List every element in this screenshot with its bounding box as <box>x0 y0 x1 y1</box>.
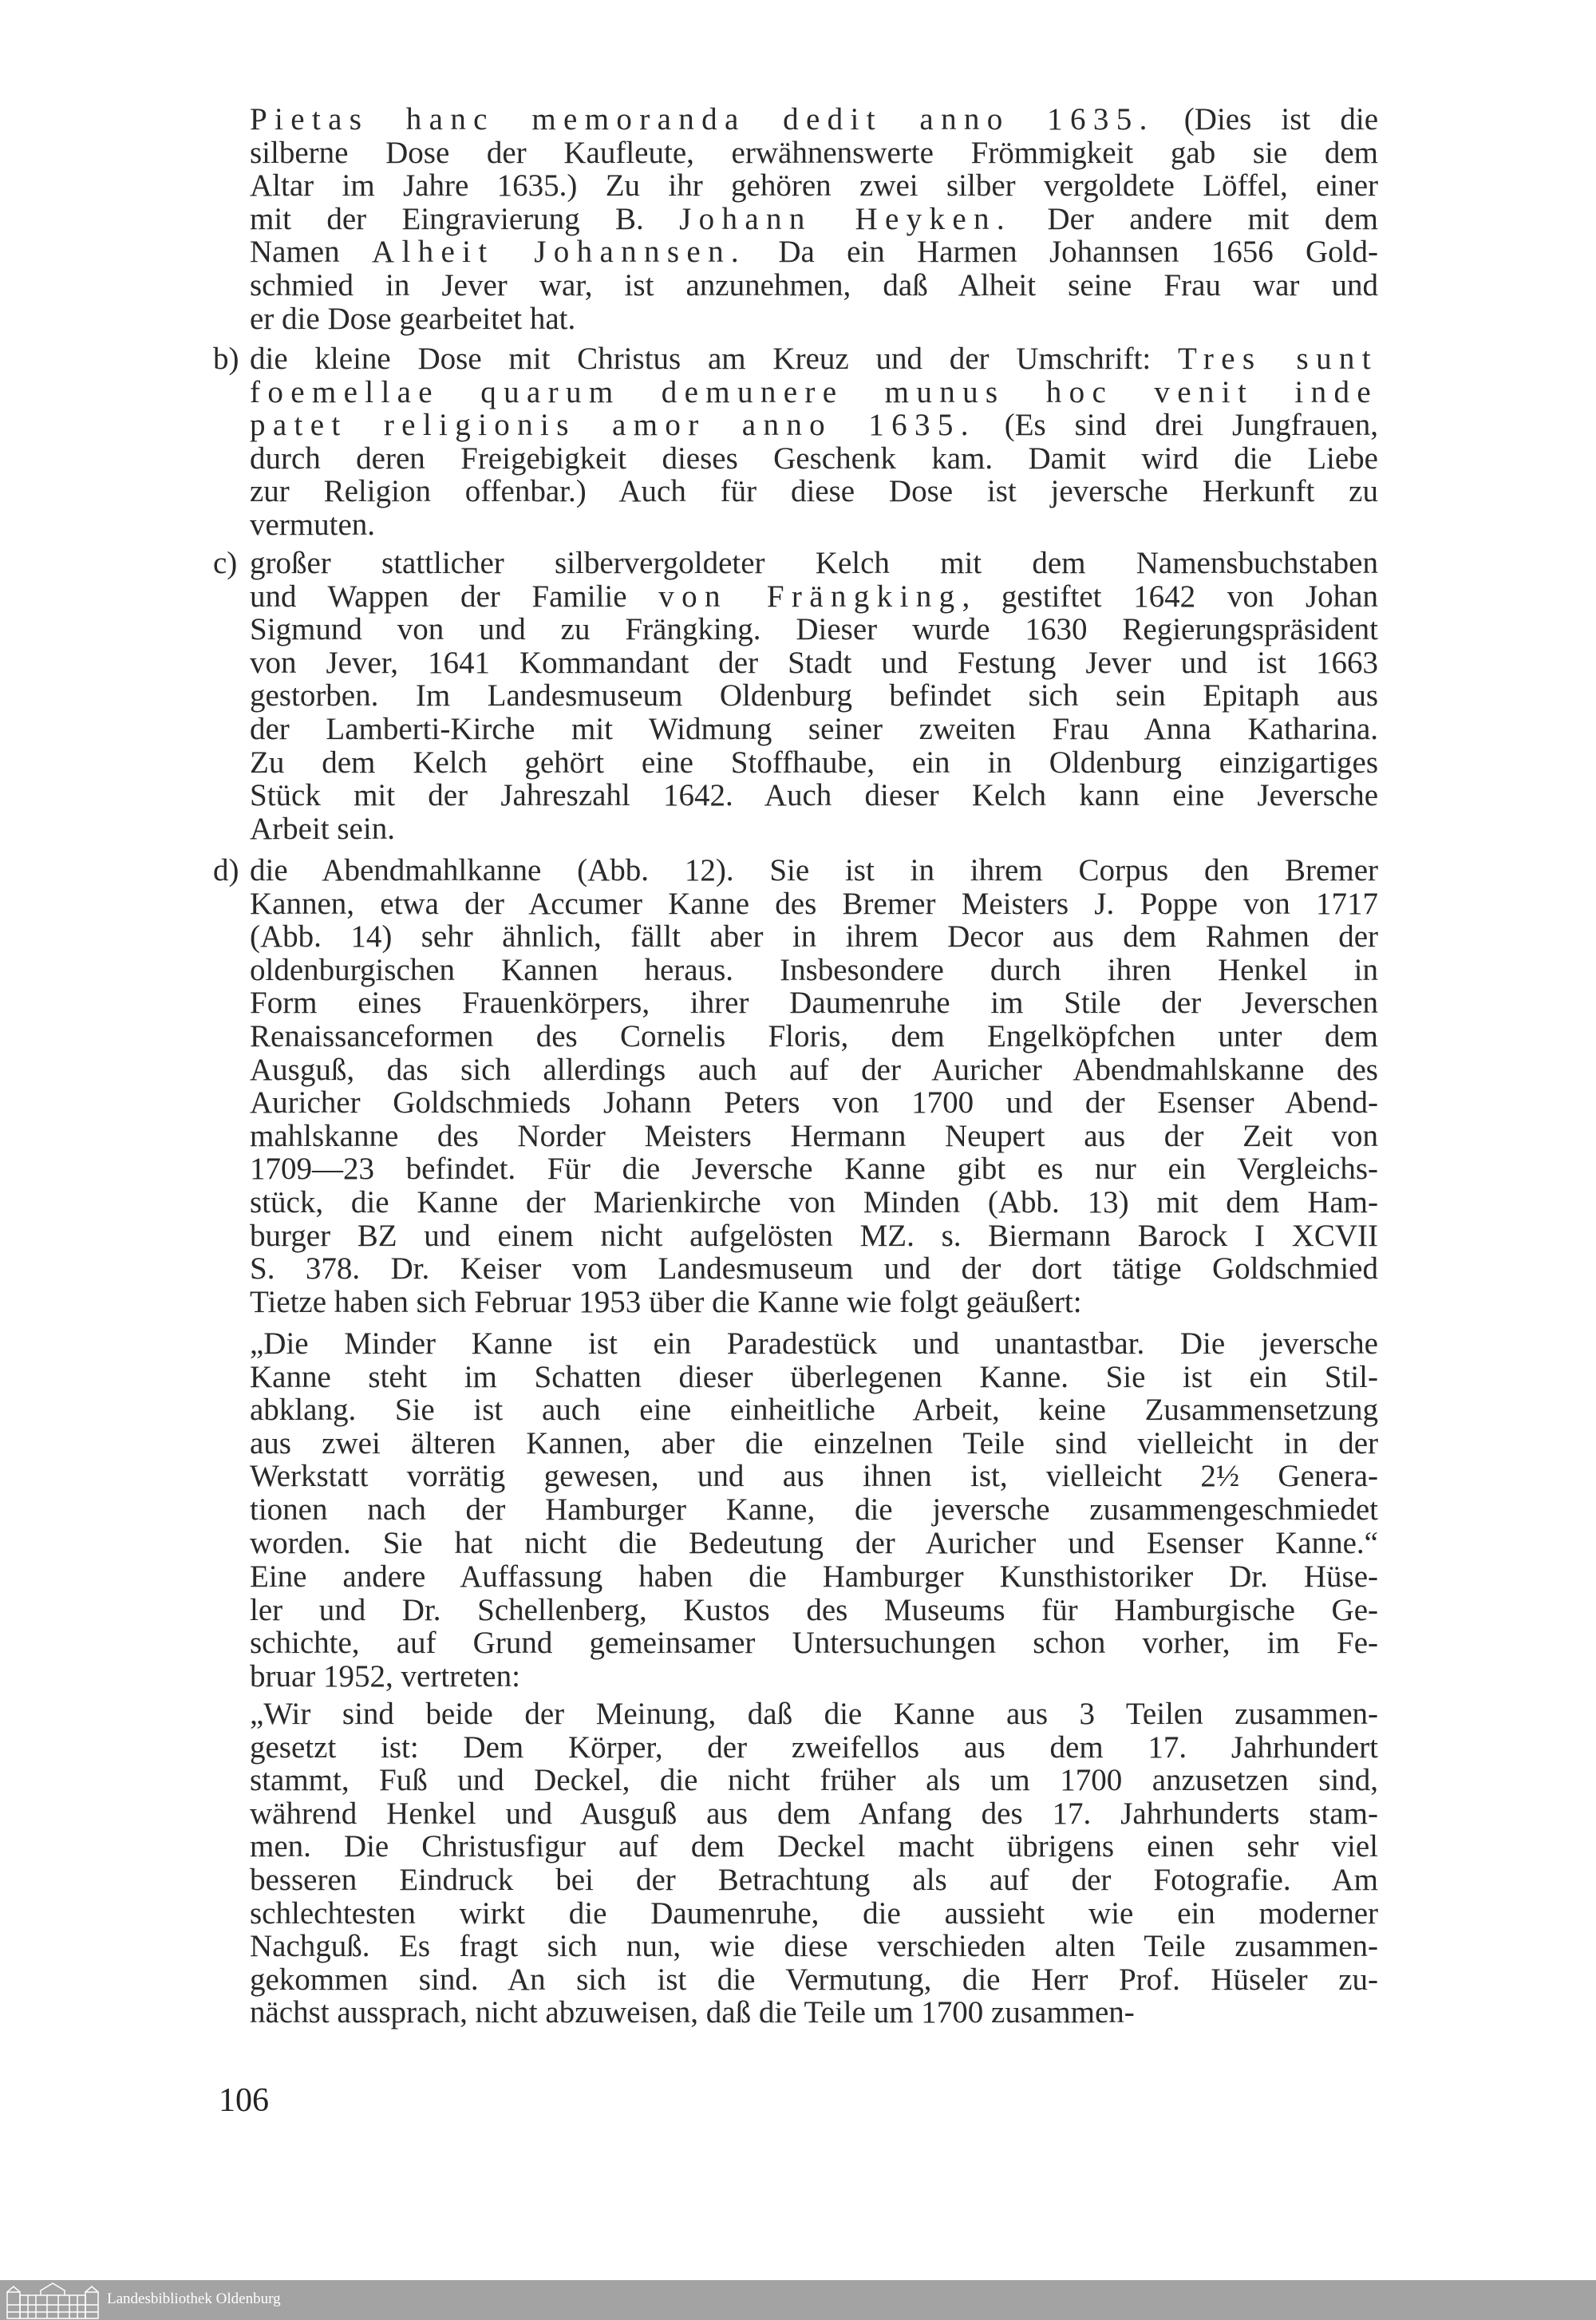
text-segment: gestorben. Im Landesmuseum Oldenburg befindet sich sein Epitaph aus <box>250 678 1378 713</box>
text-line <box>250 646 1378 680</box>
text-segment: Nachguß. Es fragt sich nun, wie diese verschieden alten Teile zusammen- <box>250 1929 1378 1964</box>
text-line <box>250 342 1378 376</box>
text-segment: tionen nach der Hamburger Kanne, die jeversche zusammengeschmiedet <box>250 1492 1378 1527</box>
text-line <box>250 1120 1378 1153</box>
text-line <box>250 1731 1378 1765</box>
text-line <box>250 1460 1378 1493</box>
text-segment: und Wappen der Familie <box>250 579 659 614</box>
text-segment: schmied in Jever war, ist anzunehmen, daß Alheit seine Frau war und <box>250 267 1378 302</box>
list-label: d) <box>213 853 239 887</box>
text-segment: schichte, auf Grund gemeinsamer Untersuchungen schon vorher, im Fe- <box>250 1626 1378 1661</box>
text-line <box>250 1361 1378 1394</box>
text-segment: Zu dem Kelch gehört eine Stoffhaube, ein in Oldenburg einzigartiges <box>250 745 1378 780</box>
text-line <box>250 854 1378 887</box>
text-segment: 1709—23 befindet. Für die Jeversche Kanne gibt es nur ein Vergleichs- <box>250 1152 1378 1187</box>
text-line <box>250 779 1378 812</box>
paragraph <box>250 1698 1378 2030</box>
text-segment: oldenburgischen Kannen heraus. Insbesondere durch ihren Henkel in <box>250 952 1378 987</box>
text-segment: Stück mit der Jahreszahl 1642. Auch dieser Kelch kann eine Jeversche <box>250 778 1378 813</box>
text-line <box>250 1186 1378 1219</box>
text-segment: von Jever, 1641 Kommandant der Stadt und Festung Jever und ist 1663 <box>250 645 1378 680</box>
text-line <box>250 136 1378 170</box>
text-line <box>250 812 1378 846</box>
text-segment: durch deren Freigebigkeit dieses Geschenk kam. Damit wird die Liebe <box>250 441 1378 476</box>
text-segment: Auricher Goldschmieds Johann Peters von 1700 und der Esenser Abend- <box>250 1085 1378 1120</box>
text-segment: besseren Eindruck bei der Betrachtung als auf der Fotografie. Am <box>250 1862 1378 1897</box>
text-segment: (Dies ist die <box>1154 102 1379 136</box>
spaced-text: Alheit Johannsen. <box>371 235 747 270</box>
text-line <box>250 1327 1378 1361</box>
text-line <box>250 920 1378 954</box>
spaced-text: Pietas hanc memoranda dedit anno 1635. <box>250 102 1155 136</box>
paragraph <box>250 1560 1378 1693</box>
text-line <box>250 1560 1378 1594</box>
list-label: b) <box>213 342 239 376</box>
text-segment: Der andere mit dem <box>1012 201 1379 236</box>
text-line <box>250 1594 1378 1627</box>
text-line <box>250 1286 1378 1319</box>
text-segment: gesetzt ist: Dem Körper, der zweifellos aus dem 17. Jahrhundert <box>250 1729 1378 1765</box>
text-segment: burger BZ und einem nicht aufgelösten MZ. s. Biermann Barock I XCVII <box>250 1218 1378 1253</box>
text-segment: abklang. Sie ist auch eine einheitliche Arbeit, keine Zusammensetzung <box>250 1393 1378 1428</box>
text-segment: Sigmund von und zu Frängking. Dieser wurde 1630 Regierungspräsident <box>250 612 1378 647</box>
library-name: Landesbibliothek Oldenburg <box>107 2290 281 2307</box>
text-line <box>250 1830 1378 1864</box>
text-line <box>250 1963 1378 1997</box>
text-segment: Altar im Jahre 1635.) Zu ihr gehören zwei silber vergoldete Löffel, einer <box>250 168 1378 204</box>
text-segment: , gestiftet 1642 von Johan <box>962 579 1378 614</box>
text-segment: bruar 1952, vertreten: <box>250 1658 520 1694</box>
text-line <box>250 1152 1378 1186</box>
text-line <box>250 1626 1378 1660</box>
text-line <box>250 613 1378 646</box>
text-segment: Kanne steht im Schatten dieser überlegenen Kanne. Sie ist ein Stil- <box>250 1359 1378 1394</box>
text-segment: gekommen sind. An sich ist die Vermutung, die Herr Prof. Hüseler zu- <box>250 1962 1378 1997</box>
spaced-text: patet religionis amor anno 1635. <box>250 408 976 443</box>
text-line <box>250 1764 1378 1797</box>
text-line <box>250 1219 1378 1253</box>
spaced-text: Johann Heyken. <box>679 201 1013 236</box>
text-segment: stück, die Kanne der Marienkirche von Minden (Abb. 13) mit dem Ham- <box>250 1184 1378 1219</box>
text-line <box>250 1660 1378 1694</box>
footer-bar <box>0 2280 1596 2320</box>
text-segment: vermuten. <box>250 507 376 542</box>
text-line <box>250 580 1378 614</box>
text-segment: men. Die Christusfigur auf dem Deckel macht übrigens einen sehr viel <box>250 1829 1378 1864</box>
text-segment: worden. Sie hat nicht die Bedeutung der Auricher und Esenser Kanne.“ <box>250 1525 1378 1560</box>
text-line <box>250 409 1378 442</box>
text-segment: die Abendmahlkanne (Abb. 12). Sie ist in ihrem Corpus den Bremer <box>250 853 1378 887</box>
text-line <box>250 1930 1378 1963</box>
paragraph <box>250 103 1378 335</box>
text-segment: Namen <box>250 235 372 270</box>
text-segment: (Abb. 14) sehr ähnlich, fällt aber in ihrem Decor aus dem Rahmen der <box>250 919 1378 954</box>
text-segment: schlechtesten wirkt die Daumenruhe, die aussieht wie ein moderner <box>250 1895 1378 1931</box>
text-segment: (Es sind drei Jungfrauen, <box>975 408 1378 443</box>
text-segment: mit der Eingravierung B. <box>250 201 680 236</box>
text-line <box>250 986 1378 1020</box>
text-line <box>250 1698 1378 1731</box>
spaced-text: Tres sunt <box>1178 342 1378 376</box>
paragraph <box>213 546 1378 846</box>
text-segment: „Wir sind beide der Meinung, daß die Kanne aus 3 Teilen zusammen- <box>250 1697 1378 1731</box>
text-line <box>250 302 1378 336</box>
text-line <box>250 1086 1378 1120</box>
page-number: 106 <box>219 2082 269 2119</box>
text-line <box>250 235 1378 269</box>
text-segment: mahlskanne des Norder Meisters Hermann Neupert aus der Zeit von <box>250 1118 1378 1153</box>
text-line <box>250 1393 1378 1427</box>
text-segment: der Lamberti-Kirche mit Widmung seiner zweiten Frau Anna Katharina. <box>250 711 1378 746</box>
text-line <box>250 1493 1378 1527</box>
text-line <box>250 269 1378 302</box>
text-segment: aus zwei älteren Kannen, aber die einzelnen Teile sind vielleicht in der <box>250 1425 1378 1460</box>
text-segment: während Henkel und Ausguß aus dem Anfang des 17. Jahrhunderts stam- <box>250 1796 1378 1831</box>
text-line <box>250 508 1378 542</box>
text-line <box>250 746 1378 780</box>
text-segment: Renaissanceformen des Cornelis Floris, dem Engelköpfchen unter dem <box>250 1018 1378 1053</box>
paragraph <box>213 342 1378 542</box>
paragraph <box>250 1327 1378 1559</box>
text-line <box>250 376 1378 409</box>
text-line <box>250 1864 1378 1897</box>
text-line <box>250 1797 1378 1831</box>
text-segment: großer stattlicher silbervergoldeter Kelch mit dem Namensbuchstaben <box>250 546 1378 580</box>
text-segment: nächst aussprach, nicht abzuweisen, daß die Teile um 1700 zusammen- <box>250 1995 1135 2030</box>
library-building-icon <box>6 2282 100 2319</box>
text-line <box>250 169 1378 203</box>
text-segment: silberne Dose der Kaufleute, erwähnenswerte Frömmigkeit gab sie dem <box>250 135 1378 170</box>
text-line <box>250 1020 1378 1053</box>
text-line <box>250 475 1378 508</box>
text-line <box>250 103 1378 136</box>
text-segment: „Die Minder Kanne ist ein Paradestück und unantastbar. Die jeversche <box>250 1326 1378 1361</box>
text-line <box>250 713 1378 746</box>
text-line <box>250 954 1378 987</box>
text-line <box>250 1527 1378 1560</box>
text-segment: stammt, Fuß und Deckel, die nicht früher als um 1700 anzusetzen sind, <box>250 1763 1378 1798</box>
text-line <box>250 203 1378 236</box>
spaced-text: foemellae quarum demunere munus hoc venit inde <box>250 374 1378 409</box>
text-segment: die kleine Dose mit Christus am Kreuz und der Umschrift: <box>250 342 1179 376</box>
text-segment: Tietze haben sich Februar 1953 über die Kanne wie folgt geäußert: <box>250 1284 1082 1319</box>
text-line <box>250 1897 1378 1931</box>
text-line <box>250 887 1378 921</box>
spaced-text: von Frängking <box>658 579 962 614</box>
paragraph <box>213 853 1378 1319</box>
text-line <box>250 1252 1378 1286</box>
text-line <box>250 442 1378 476</box>
text-segment: er die Dose gearbeitet hat. <box>250 301 576 336</box>
text-segment: Ausguß, das sich allerdings auch auf der Auricher Abendmahlskanne des <box>250 1052 1378 1087</box>
text-line <box>250 679 1378 713</box>
text-segment: Werkstatt vorrätig gewesen, und aus ihnen ist, vielleicht 2½ Genera- <box>250 1459 1378 1494</box>
text-segment: zur Religion offenbar.) Auch für diese Dose ist jeversche Herkunft zu <box>250 474 1378 509</box>
list-label: c) <box>213 546 238 580</box>
text-segment: ler und Dr. Schellenberg, Kustos des Museums für Hamburgische Ge- <box>250 1592 1378 1627</box>
text-segment: Kannen, etwa der Accumer Kanne des Bremer Meisters J. Poppe von 1717 <box>250 886 1378 921</box>
text-segment: Form eines Frauenkörpers, ihrer Daumenruhe im Stile der Jeverschen <box>250 986 1378 1021</box>
text-segment: Eine andere Auffassung haben die Hamburger Kunsthistoriker Dr. Hüse- <box>250 1559 1378 1594</box>
text-line <box>250 1996 1378 2030</box>
text-line <box>250 1053 1378 1087</box>
text-segment: Arbeit sein. <box>250 811 395 846</box>
text-segment: Da ein Harmen Johannsen 1656 Gold- <box>746 235 1378 270</box>
text-line <box>250 547 1378 580</box>
text-segment: S. 378. Dr. Keiser vom Landesmuseum und der dort tätige Goldschmied <box>250 1251 1378 1286</box>
text-line <box>250 1427 1378 1460</box>
